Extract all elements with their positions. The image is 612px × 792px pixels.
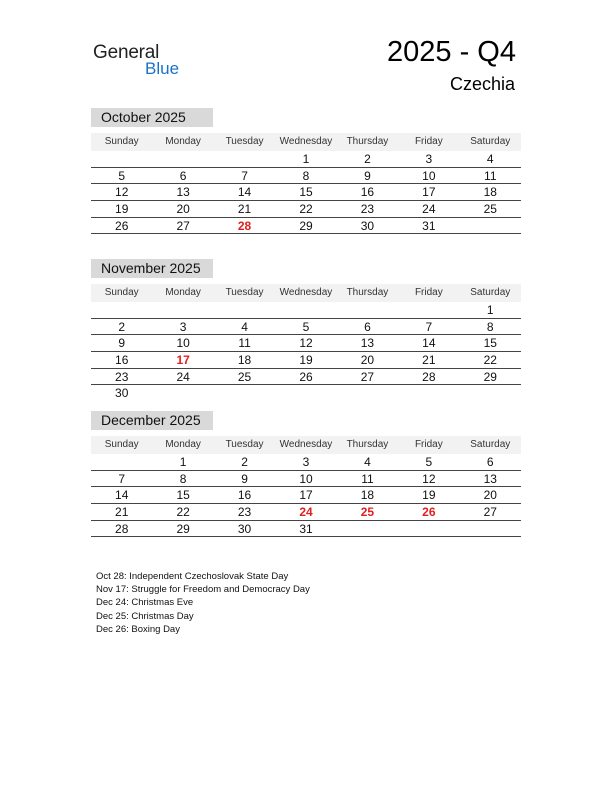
day-cell: 14 xyxy=(422,336,436,351)
day-cell: 3 xyxy=(425,152,433,166)
day-cell xyxy=(398,302,459,318)
week-row xyxy=(91,385,521,402)
day-cell: 18 xyxy=(237,353,252,368)
month-label: December 2025 xyxy=(91,411,213,430)
month-label: November 2025 xyxy=(91,259,213,278)
day-cell: 15 xyxy=(483,336,497,351)
month-november xyxy=(91,259,521,402)
day-cell: 7 xyxy=(425,319,433,334)
weekday-label: Wednesday xyxy=(279,287,333,298)
day-cell: 14 xyxy=(115,488,129,503)
week-row xyxy=(91,184,521,201)
day-cell: 26 xyxy=(422,505,436,520)
weekday-label: Sunday xyxy=(104,287,139,298)
day-cell: 6 xyxy=(486,455,494,469)
day-cell: 30 xyxy=(360,218,375,233)
weekday-label: Thursday xyxy=(346,439,389,450)
day-cell: 9 xyxy=(364,168,371,183)
day-cell xyxy=(337,302,398,318)
day-cell: 13 xyxy=(483,471,497,486)
day-cell xyxy=(275,385,336,402)
day-cell: 21 xyxy=(115,505,129,520)
day-cell: 29 xyxy=(299,218,313,233)
weekday-label: Thursday xyxy=(346,136,389,147)
day-cell: 16 xyxy=(237,488,252,503)
holiday-notes xyxy=(96,570,310,636)
day-cell: 21 xyxy=(237,202,252,217)
day-cell: 10 xyxy=(176,336,190,351)
day-cell xyxy=(460,218,521,234)
week-row xyxy=(91,521,521,538)
weekday-label: Saturday xyxy=(470,287,511,298)
day-cell: 17 xyxy=(176,353,190,368)
day-cell: 3 xyxy=(179,319,187,334)
day-cell: 8 xyxy=(179,471,187,486)
day-cell: 3 xyxy=(302,455,310,469)
week-row xyxy=(91,335,521,352)
day-cell: 5 xyxy=(302,319,310,334)
day-cell: 24 xyxy=(422,202,436,217)
day-cell xyxy=(152,385,213,402)
holiday-note: Dec 26: Boxing Day xyxy=(96,623,180,635)
day-cell: 26 xyxy=(299,369,313,384)
week-row xyxy=(91,319,521,336)
weekday-label: Saturday xyxy=(470,439,511,450)
day-cell: 23 xyxy=(360,202,375,217)
day-cell: 25 xyxy=(483,202,497,217)
weekday-label: Monday xyxy=(165,136,201,147)
weekday-header xyxy=(91,284,521,302)
month-october xyxy=(91,108,521,234)
day-cell: 18 xyxy=(483,185,497,200)
day-cell xyxy=(91,151,152,167)
day-cell: 25 xyxy=(237,369,252,384)
day-cell: 5 xyxy=(425,455,433,469)
day-cell: 12 xyxy=(115,185,129,200)
day-cell: 11 xyxy=(361,471,374,486)
day-cell xyxy=(460,521,521,537)
day-cell: 27 xyxy=(360,369,375,384)
day-cell xyxy=(152,151,213,167)
day-cell: 30 xyxy=(115,386,129,401)
day-cell: 8 xyxy=(302,168,310,183)
day-cell: 30 xyxy=(237,521,252,536)
day-cell xyxy=(398,385,459,402)
day-cell: 25 xyxy=(360,505,375,520)
day-cell: 10 xyxy=(422,168,436,183)
day-cell: 23 xyxy=(115,369,129,384)
day-cell xyxy=(214,385,275,402)
week-row xyxy=(91,218,521,235)
week-row xyxy=(91,352,521,369)
day-cell: 15 xyxy=(299,185,313,200)
day-cell xyxy=(91,454,152,470)
day-cell: 22 xyxy=(483,353,497,368)
weekday-label: Saturday xyxy=(470,136,511,147)
day-cell: 8 xyxy=(486,319,494,334)
page-title: 2025 - Q4 xyxy=(387,36,516,68)
day-cell: 15 xyxy=(176,488,190,503)
day-cell: 20 xyxy=(483,488,497,503)
day-cell: 4 xyxy=(241,319,248,334)
day-cell: 19 xyxy=(115,202,129,217)
day-cell: 17 xyxy=(422,185,436,200)
day-cell: 29 xyxy=(483,369,497,384)
weekday-label: Wednesday xyxy=(279,136,333,147)
brand-logo xyxy=(93,40,203,80)
holiday-note: Dec 24: Christmas Eve xyxy=(96,597,194,609)
weekday-label: Wednesday xyxy=(279,439,333,450)
weekday-header xyxy=(91,436,521,454)
day-cell: 28 xyxy=(422,369,436,384)
day-cell: 20 xyxy=(176,202,190,217)
day-cell: 13 xyxy=(176,185,190,200)
day-cell: 21 xyxy=(422,353,436,368)
logo-text-blue: Blue xyxy=(145,59,180,78)
day-cell: 12 xyxy=(422,471,436,486)
day-cell: 11 xyxy=(238,336,251,351)
day-cell xyxy=(214,151,275,167)
day-cell: 24 xyxy=(176,369,190,384)
month-december xyxy=(91,411,521,537)
week-row xyxy=(91,168,521,185)
week-row xyxy=(91,504,521,521)
week-row xyxy=(91,369,521,386)
day-cell: 10 xyxy=(299,471,313,486)
day-cell xyxy=(337,521,398,537)
day-cell: 6 xyxy=(179,168,187,183)
day-cell: 14 xyxy=(237,185,252,200)
day-cell: 6 xyxy=(364,319,371,334)
day-cell xyxy=(214,302,275,318)
holiday-note: Nov 17: Struggle for Freedom and Democracy Day xyxy=(96,584,310,596)
day-cell: 5 xyxy=(118,168,126,183)
day-cell: 19 xyxy=(422,488,436,503)
weekday-label: Sunday xyxy=(104,439,139,450)
day-cell xyxy=(275,302,336,318)
day-cell: 27 xyxy=(483,505,497,520)
day-cell: 1 xyxy=(179,455,187,469)
day-cell: 9 xyxy=(241,471,248,486)
day-cell xyxy=(398,521,459,537)
weekday-label: Tuesday xyxy=(225,439,264,450)
day-cell: 22 xyxy=(299,202,313,217)
day-cell: 13 xyxy=(360,336,375,351)
week-row xyxy=(91,454,521,471)
week-row xyxy=(91,487,521,504)
weekday-label: Tuesday xyxy=(225,287,264,298)
weekday-label: Monday xyxy=(165,287,201,298)
day-cell: 29 xyxy=(176,521,190,536)
day-cell: 7 xyxy=(118,471,126,486)
weekday-label: Monday xyxy=(165,439,201,450)
day-cell xyxy=(152,302,213,318)
day-cell xyxy=(460,385,521,402)
week-row xyxy=(91,302,521,319)
weekday-header xyxy=(91,133,521,151)
day-cell: 2 xyxy=(241,455,248,469)
day-cell xyxy=(91,302,152,318)
weekday-label: Friday xyxy=(414,439,443,450)
day-cell: 23 xyxy=(237,505,252,520)
day-cell: 9 xyxy=(118,336,126,351)
weekday-label: Thursday xyxy=(346,287,389,298)
day-cell: 1 xyxy=(486,303,494,317)
logo-text-general: General xyxy=(93,42,160,63)
day-cell: 19 xyxy=(299,353,313,368)
holiday-note: Dec 25: Christmas Day xyxy=(96,610,194,622)
day-cell: 28 xyxy=(115,521,129,536)
weekday-label: Friday xyxy=(414,136,443,147)
weekday-label: Friday xyxy=(414,287,443,298)
day-cell: 17 xyxy=(299,488,313,503)
weekday-label: Tuesday xyxy=(225,136,264,147)
month-label: October 2025 xyxy=(91,108,213,127)
day-cell: 2 xyxy=(364,152,371,166)
day-cell: 31 xyxy=(299,521,313,536)
country-name: Czechia xyxy=(449,74,515,94)
day-cell: 1 xyxy=(302,152,310,166)
day-cell: 4 xyxy=(364,455,371,469)
day-cell: 31 xyxy=(422,218,436,233)
weekday-label: Sunday xyxy=(104,136,139,147)
day-cell: 4 xyxy=(486,152,494,166)
day-cell: 12 xyxy=(299,336,313,351)
day-cell xyxy=(337,385,398,402)
day-cell: 24 xyxy=(299,505,313,520)
holiday-note: Oct 28: Independent Czechoslovak State Day xyxy=(96,571,289,582)
day-cell: 27 xyxy=(176,218,190,233)
day-cell: 11 xyxy=(484,168,497,183)
day-cell: 16 xyxy=(115,353,129,368)
day-cell: 16 xyxy=(360,185,375,200)
day-cell: 22 xyxy=(176,505,190,520)
week-row xyxy=(91,471,521,488)
day-cell: 20 xyxy=(360,353,375,368)
day-cell: 28 xyxy=(237,218,252,233)
day-cell: 18 xyxy=(360,488,375,503)
day-cell: 2 xyxy=(118,319,126,334)
week-row xyxy=(91,201,521,218)
day-cell: 26 xyxy=(115,218,129,233)
week-row xyxy=(91,151,521,168)
day-cell: 7 xyxy=(241,168,248,183)
